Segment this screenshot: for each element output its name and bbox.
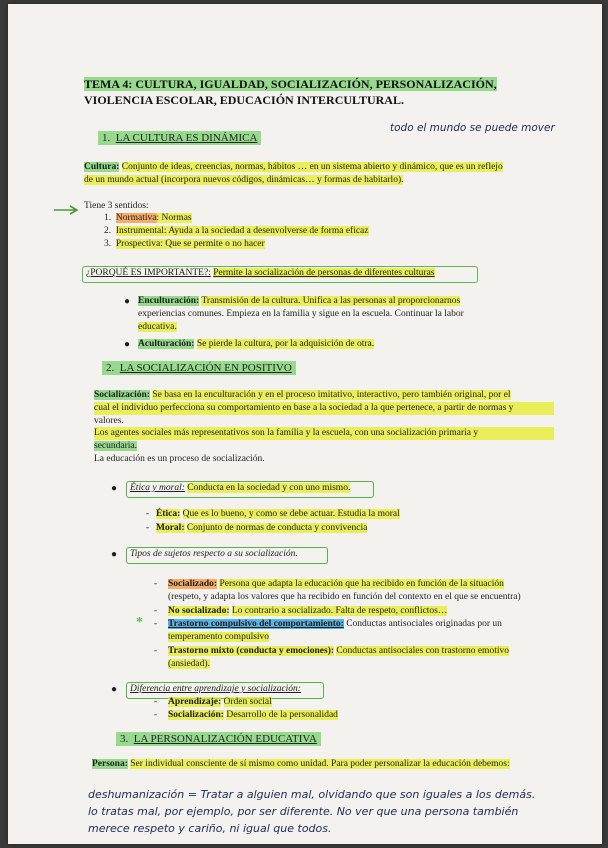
aprendizaje-term: Aprendizaje: xyxy=(168,697,222,707)
title-line-2: VIOLENCIA ESCOLAR, EDUCACIÓN INTERCULTURAL. xyxy=(84,93,404,108)
socializacion-line-2: cual el individuo perfecciona su comportamiento en base a la sociedad a la que pertenece, a partir de normas y xyxy=(94,402,554,415)
document-title xyxy=(84,76,564,108)
socializacion-line-3: valores. xyxy=(94,415,124,426)
cultura-paragraph xyxy=(84,161,554,187)
sentidos-intro: Tiene 3 sentidos: xyxy=(84,201,149,211)
sentido-term: Prospectiva xyxy=(115,238,161,249)
enculturacion-line-3: educativa. xyxy=(138,321,177,332)
enculturacion-line-1: Transmisión de la cultura. Unifica a las personas al proporcionarnos xyxy=(201,296,461,306)
handwritten-note-top: todo el mundo se puede mover xyxy=(390,122,555,134)
handwritten-line-1: deshumanización = Tratar a alguien mal, olvidando que son iguales a los demás. xyxy=(88,788,536,801)
handwritten-line-2: lo tratas mal, por ejemplo, por ser diferente. No ver que una persona también xyxy=(88,805,519,818)
section-2-number: 2. xyxy=(106,362,115,374)
sentidos-list xyxy=(104,212,369,250)
sentido-item: 1. Normativa: Normas xyxy=(104,213,192,223)
moral-item: - Moral: Conjunto de normas de conducta y convivencia xyxy=(146,523,368,533)
porque-answer: Permite la socialización de personas de diferentes culturas xyxy=(213,268,435,278)
enculturacion-term: Enculturación: xyxy=(138,296,200,306)
trastorno-compulsivo-term: Trastorno compulsivo del comportamiento: xyxy=(168,619,344,629)
persona-term: Persona: xyxy=(92,759,128,769)
star-icon: * xyxy=(136,615,143,630)
socializado-line-2: (respeto, y adapta los valores que ha recibido en función del contexto en el que se encuentra) xyxy=(168,591,521,602)
trastorno-mixto-item: - Trastorno mixto (conducta y emociones): Conductas antisociales con trastorno emotivo (ansiedad). xyxy=(154,646,509,669)
trastorno-compulsivo-item: - Trastorno compulsivo del comportamiento: Conductas antisociales originadas por un temperamento compulsivo xyxy=(154,619,502,642)
no-socializado-term: No socializado: xyxy=(168,606,230,616)
aculturacion-term: Aculturación: xyxy=(138,339,195,349)
section-3-label: LA PERSONALIZACIÓN EDUCATIVA xyxy=(133,733,317,745)
section-3-number: 3. xyxy=(120,733,129,745)
cultura-line-1: Conjunto de ideas, creencias, normas, hábitos … en un sistema abierto y dinámico, que es un reflejo xyxy=(121,162,503,172)
diferencia-label: Diferencia entre aprendizaje y socialización: xyxy=(130,684,301,694)
moral-term: Moral: xyxy=(156,523,185,533)
socializacion-diff-term: Socialización: xyxy=(168,710,224,720)
enculturacion-item: ● Enculturación: Transmisión de la cultura. Unifica a las personas al proporcionarnos experiencias comunes. Empieza en la familia y sigue en la escuela. Continuar la labor educativa. xyxy=(138,295,554,333)
socializacion-diff-item: - Socialización: Desarrollo de la personalidad xyxy=(154,710,338,720)
section-2-heading xyxy=(102,362,296,374)
trastorno-mixto-line-2: (ansiedad). xyxy=(168,658,210,669)
trastorno-mixto-term: Trastorno mixto (conducta y emociones): xyxy=(168,646,335,656)
section-1-number: 1. xyxy=(102,132,111,144)
porque-box xyxy=(82,266,478,283)
etica-moral-term: Ética y moral: xyxy=(130,483,185,493)
aprendizaje-item: - Aprendizaje: Orden social xyxy=(154,697,272,707)
persona-text: Ser individual consciente de sí mismo como unidad. Para poder personalizar la educación debemos: xyxy=(130,759,510,769)
diferencia-box: ● Diferencia entre aprendizaje y socialización: xyxy=(126,682,324,699)
aprendizaje-text: Orden social xyxy=(223,697,272,707)
no-socializado-text: Lo contrario a socializado. Falta de respeto, conflictos… xyxy=(231,606,448,616)
tipos-box: ● Tipos de sujetos respecto a su socialización. xyxy=(126,547,328,564)
document-page xyxy=(8,4,602,844)
trastorno-compulsivo-line-2: temperamento compulsivo xyxy=(168,631,270,642)
etica-moral-text: Conducta en la sociedad y con uno mismo. xyxy=(187,483,351,493)
handwritten-notes xyxy=(88,786,588,837)
socializado-line-1: Persona que adapta la educación que ha recibido en función de la situación xyxy=(219,579,504,589)
etica-item: - Ética: Que es lo bueno, y como se debe actuar. Estudia la moral xyxy=(146,509,400,519)
section-1-heading xyxy=(98,132,261,144)
sentido-item: 3. Prospectiva: Que se permite o no hacer xyxy=(104,238,265,249)
trastorno-compulsivo-line-1: Conductas antisociales originadas por un xyxy=(346,619,502,629)
sentido-term: Instrumental xyxy=(115,225,164,236)
etica-moral-box: ● Ética y moral: Conducta en la sociedad y con uno mismo. xyxy=(126,481,374,498)
moral-text: Conjunto de normas de conducta y convivencia xyxy=(186,523,368,533)
aculturacion-item: ● Aculturación: Se pierde la cultura, por la adquisición de otra. xyxy=(124,339,375,350)
agentes-line-1: Los agentes sociales más representativos son la familia y la escuela, con una socialización primaria y xyxy=(94,427,554,440)
cultura-line-2: de un mundo actual (incorpora nuevos códigos, dinámicas… y formas de habitarlo). xyxy=(84,174,404,185)
socializacion-term: Socialización: xyxy=(94,390,150,400)
socializacion-diff-text: Desarrollo de la personalidad xyxy=(226,710,338,720)
title-line-1: TEMA 4: CULTURA, IGUALDAD, SOCIALIZACIÓN, PERSONALIZACIÓN, xyxy=(84,77,497,91)
cultura-term: Cultura: xyxy=(84,162,120,172)
section-3-heading xyxy=(116,733,321,745)
educacion-line: La educación es un proceso de socialización. xyxy=(94,454,265,465)
trastorno-mixto-line-1: Conductas antisociales con trastorno emotivo xyxy=(336,646,509,656)
no-socializado-item: - No socializado: Lo contrario a socializado. Falta de respeto, conflictos… xyxy=(154,606,448,616)
persona-paragraph xyxy=(92,758,562,771)
enculturacion-line-2: experiencias comunes. Empieza en la familia y sigue en la escuela. Continuar la labor xyxy=(138,308,464,319)
sentido-item: 2. Instrumental: Ayuda a la sociedad a desenvolverse de forma eficaz xyxy=(104,225,369,236)
agentes-line-2: secundaria. xyxy=(94,441,137,452)
socializado-item: - Socializado: Persona que adapta la educación que ha recibido en función de la situación (respeto, y adapta los valores que ha recibido en función del contexto en el que se encuentra) xyxy=(168,578,554,604)
socializado-term: Socializado: xyxy=(168,579,218,589)
etica-term: Ética: xyxy=(156,509,181,519)
sentido-term: Normativa xyxy=(115,213,157,223)
porque-question: ¿PORQUÉ ES IMPORTANTE?: xyxy=(86,268,211,278)
aculturacion-text: Se pierde la cultura, por la adquisición de otra. xyxy=(196,339,375,349)
socializacion-line-1: Se basa en la enculturación y en el proceso imitativo, interactivo, pero también original, por el xyxy=(152,390,511,400)
section-1-label: LA CULTURA ES DINÁMICA xyxy=(115,132,258,144)
socializacion-paragraph xyxy=(94,389,554,466)
etica-text: Que es lo bueno, y como se debe actuar. Estudia la moral xyxy=(182,509,400,519)
handwritten-line-3: merece respeto y cariño, ni igual que todos. xyxy=(88,822,332,835)
arrow-right-icon xyxy=(52,204,82,216)
section-2-label: LA SOCIALIZACIÓN EN POSITIVO xyxy=(119,362,292,374)
tipos-label: Tipos de sujetos respecto a su socialización. xyxy=(130,549,298,559)
